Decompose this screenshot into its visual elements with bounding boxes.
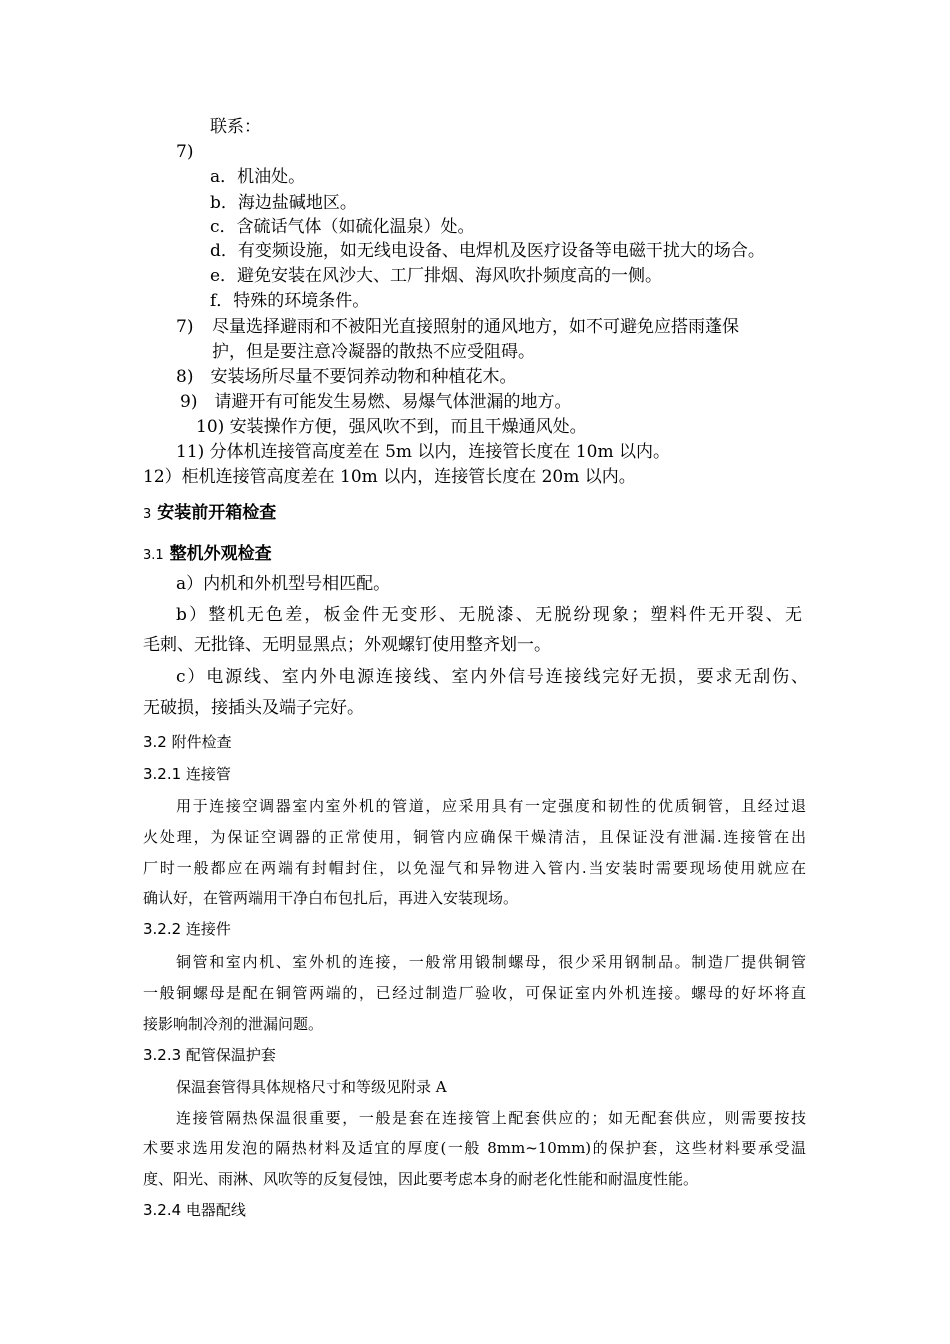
paragraph-line: 确认好，在管两端用干净白布包扎后，再进入安装现场。 (143, 889, 519, 907)
list-item: d．有变频设施，如无线电设备、电焊机及医疗设备等电磁干扰大的场合。 (210, 241, 765, 261)
paragraph-line: b）整机无色差，板金件无变形、无脱漆、无脱纷现象；塑料件无开裂、无 (176, 605, 802, 625)
paragraph-line: 接影响制冷剂的泄漏问题。 (143, 1015, 324, 1033)
list-item: 11) 分体机连接管高度差在 5m 以内，连接管长度在 10m 以内。 (176, 442, 670, 462)
list-item: a．机油处。 (210, 167, 306, 187)
list-item: 尽量选择避雨和不被阳光直接照射的通风地方，如不可避免应搭雨蓬保 (212, 317, 739, 337)
paragraph-line: c）电源线、室内外电源连接线、室内外信号连接线完好无损，要求无刮伤、 (176, 667, 808, 687)
contact-line: 联系： (210, 117, 261, 137)
subsection-heading: 3.2.2 连接件 (143, 920, 231, 938)
paragraph-line: 用于连接空调器室内室外机的管道，应采用具有一定强度和韧性的优质铜管，且经过退 (176, 797, 806, 815)
paragraph-line: a）内机和外机型号相匹配。 (176, 574, 391, 594)
section-number: 3.1 (143, 548, 164, 563)
list-item-number: 7) (176, 142, 194, 162)
section-heading (143, 502, 276, 526)
section-title: 安装前开箱检查 (157, 503, 277, 523)
list-item: b．海边盐碱地区。 (210, 193, 357, 213)
list-item: 12）柜机连接管高度差在 10m 以内，连接管长度在 20m 以内。 (143, 467, 636, 487)
list-item: 10) 安装操作方便，强风吹不到，而且干燥通风处。 (196, 417, 587, 437)
section-title: 整机外观检查 (169, 544, 272, 564)
paragraph-line: 连接管隔热保温很重要，一般是套在连接管上配套供应的；如无配套供应，则需要按技 (176, 1109, 806, 1127)
list-item: 9) 请避开有可能发生易燃、易爆气体泄漏的地方。 (180, 392, 572, 412)
list-item-number: 7) (176, 317, 194, 337)
paragraph-line: 铜管和室内机、室外机的连接，一般常用锻制螺母，很少采用钢制品。制造厂提供铜管 (176, 953, 806, 971)
list-item-continuation: 护，但是要注意冷凝器的散热不应受阻碍。 (212, 342, 535, 362)
subsection-heading: 3.2.4 电器配线 (143, 1201, 246, 1219)
list-item: f．特殊的环境条件。 (210, 291, 370, 311)
paragraph-line: 一般铜螺母是配在铜管两端的，已经过制造厂验收，可保证室内外机连接。螺母的好坏将直 (143, 984, 806, 1002)
paragraph-line: 度、阳光、雨淋、风吹等的反复侵蚀，因此要考虑本身的耐老化性能和耐温度性能。 (143, 1170, 699, 1188)
subsection-heading: 3.2.3 配管保温护套 (143, 1046, 276, 1064)
paragraph-line: 火处理，为保证空调器的正常使用，铜管内应确保干燥清洁，且保证没有泄漏.连接管在出 (143, 828, 806, 846)
paragraph-line: 保温套管得具体规格尺寸和等级见附录 A (176, 1078, 447, 1096)
list-item: 8) 安装场所尽量不要饲养动物和种植花木。 (176, 367, 517, 387)
paragraph-line: 术要求选用发泡的隔热材料及适宜的厚度(一般 8mm~10mm)的保护套，这些材料要承受温 (143, 1139, 806, 1157)
paragraph-line: 无破损，接插头及端子完好。 (143, 698, 364, 718)
list-item: c．含硫话气体（如硫化温泉）处。 (210, 217, 475, 237)
subsection-heading: 3.2 附件检查 (143, 733, 232, 751)
subsection-heading: 3.2.1 连接管 (143, 765, 231, 783)
paragraph-line: 毛刺、无批锋、无明显黑点；外观螺钉使用整齐划一。 (143, 635, 551, 655)
subsection-heading (143, 543, 272, 567)
section-number: 3 (143, 507, 152, 522)
list-item: e．避免安装在风沙大、工厂排烟、海风吹扑频度高的一侧。 (210, 266, 663, 286)
paragraph-line: 厂时一般都应在两端有封帽封住，以免湿气和异物进入管内.当安装时需要现场使用就应在 (143, 859, 806, 877)
